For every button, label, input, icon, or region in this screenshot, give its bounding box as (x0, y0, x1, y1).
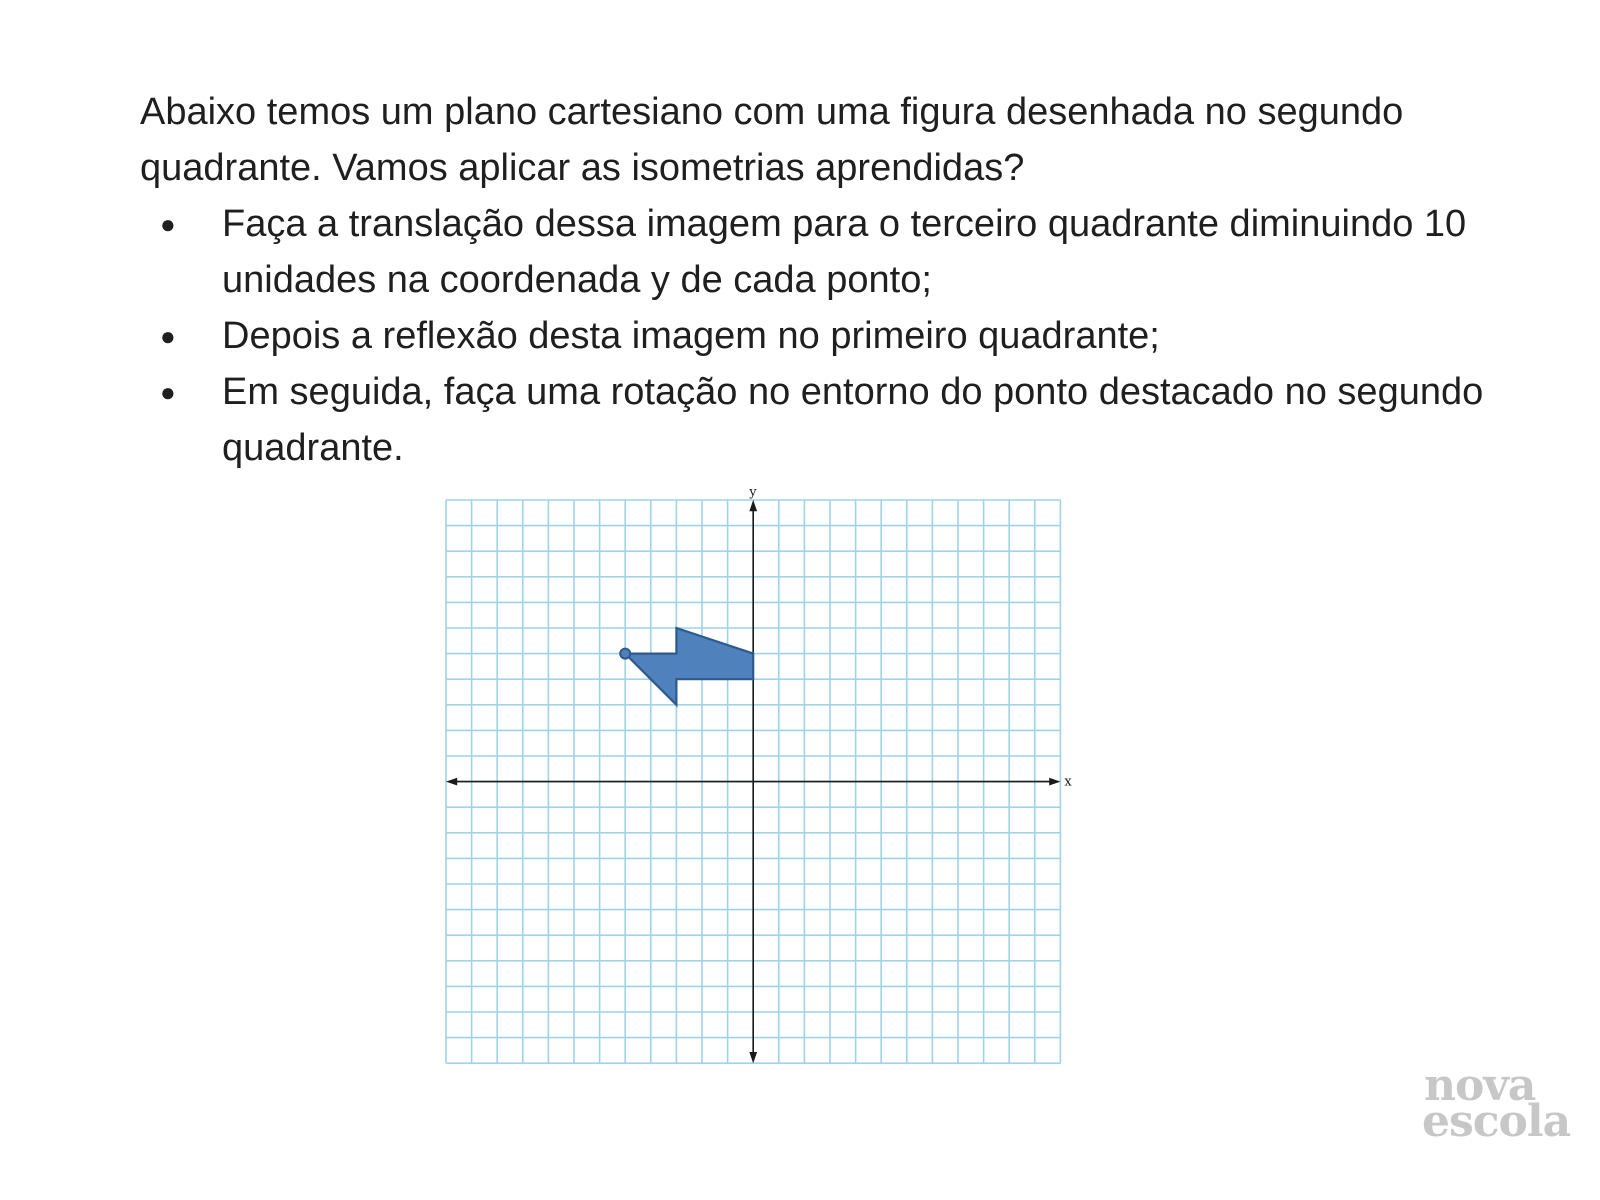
list-item (140, 364, 1500, 476)
x-axis-left-arrow-icon (446, 778, 457, 786)
y-axis-label: y (749, 486, 757, 500)
bullet-icon: ● (160, 377, 176, 407)
instruction-translation: Faça a translação dessa imagem para o terceiro quadrante diminuindo 10 unidades na coordenada y de cada ponto; (222, 203, 1467, 301)
instruction-list (140, 196, 1500, 476)
list-item (140, 308, 1500, 364)
list-item (140, 196, 1500, 308)
bullet-icon: ● (160, 321, 176, 351)
instruction-rotation: Em seguida, faça uma rotação no entorno do ponto destacado no segundo quadrante. (222, 371, 1484, 469)
bullet-icon: ● (160, 209, 176, 239)
x-axis-label: x (1064, 774, 1072, 790)
highlighted-point (620, 649, 630, 659)
y-axis-up-arrow-icon (749, 500, 757, 511)
cartesian-plane-figure (440, 486, 1090, 1096)
arrow-figure (625, 628, 753, 705)
y-axis-down-arrow-icon (749, 1052, 757, 1063)
instruction-reflection: Depois a reflexão desta imagem no primeiro quadrante; (222, 315, 1160, 357)
intro-paragraph: Abaixo temos um plano cartesiano com uma figura desenhada no segundo quadrante. Vamos aplicar as isometrias aprendidas? (140, 91, 1404, 189)
logo-line-escola: escola (1422, 1096, 1571, 1147)
axes (446, 500, 1060, 1063)
logo-line-nova: nova (1424, 1060, 1536, 1111)
nova-escola-logo (1422, 1060, 1582, 1147)
cartesian-plane (440, 486, 1090, 1096)
x-axis-right-arrow-icon (1049, 778, 1060, 786)
